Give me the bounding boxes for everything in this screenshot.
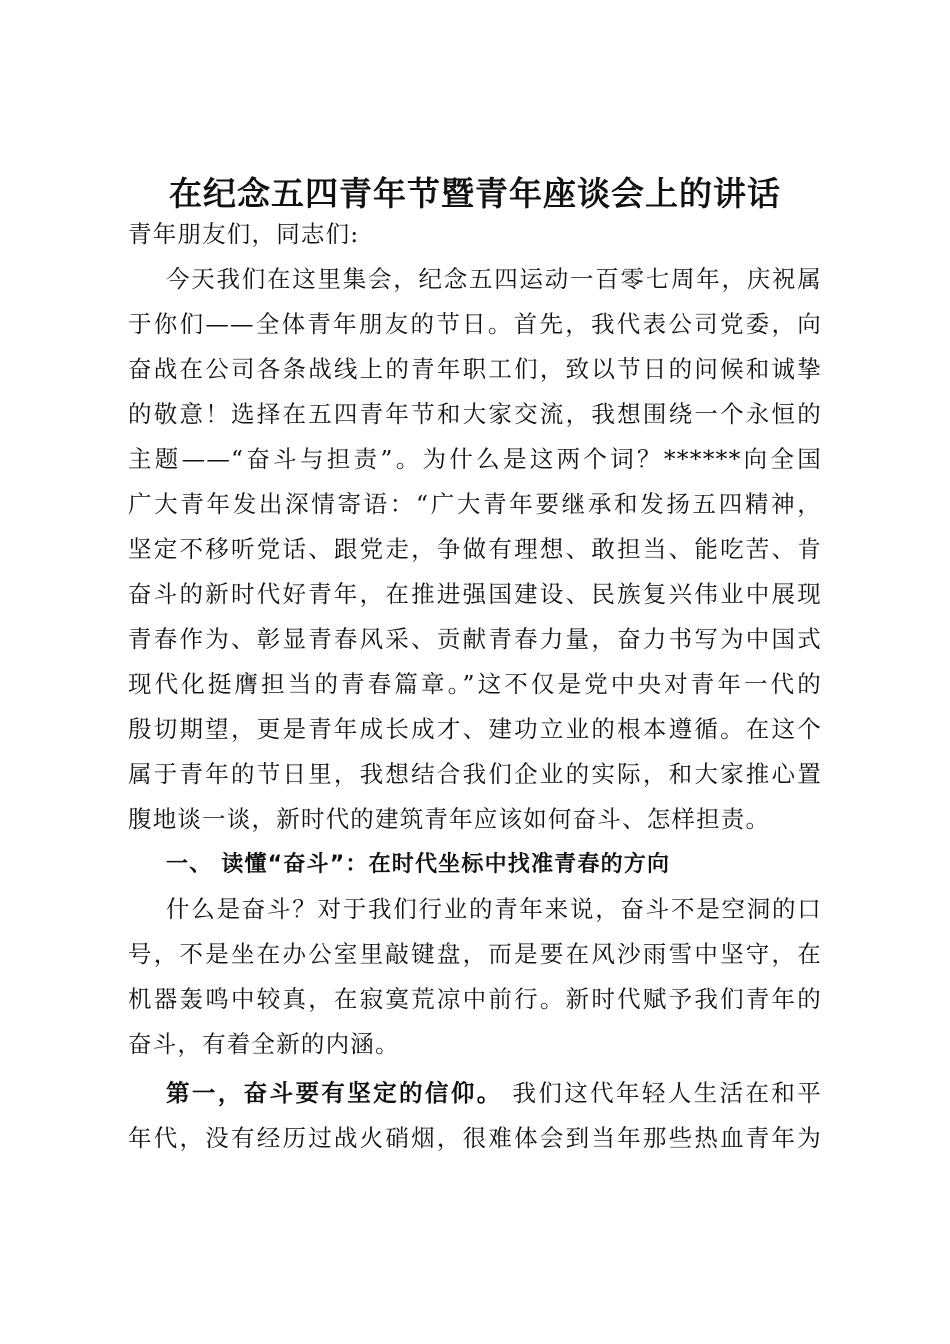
paragraph-1 — [128, 257, 822, 842]
paragraph-line: 号，不是坐在办公室里敲键盘，而是要在风沙雨雪中坚守，在 — [128, 940, 822, 968]
paragraph-line: 青春作为、彰显青春风采、贡献青春力量，奋力书写为中国式 — [128, 625, 822, 653]
paragraph-line: 主题——“奋斗与担责”。为什么是这两个词？******向全国 — [128, 445, 822, 473]
document-body — [128, 212, 822, 1161]
paragraph-line: 什么是奋斗？对于我们行业的青年来说，奋斗不是空洞的口 — [166, 895, 822, 923]
paragraph-line: 腹地谈一谈，新时代的建筑青年应该如何奋斗、怎样担责。 — [128, 805, 771, 833]
bold-lead: 第一，奋斗要有坚定的信仰。 — [166, 1079, 503, 1107]
paragraph-line: 奋战在公司各条战线上的青年职工们，致以节日的问候和诚挚 — [128, 355, 822, 383]
paragraph-2 — [128, 887, 822, 1067]
paragraph-line: 奋斗的新时代好青年，在推进强国建设、民族复兴伟业中展现 — [128, 580, 822, 608]
paragraph-line: 坚定不移听党话、跟党走，争做有理想、敢担当、能吃苦、肯 — [128, 535, 822, 563]
paragraph-text: 我们这代年轻人生活在和平 — [502, 1079, 822, 1107]
paragraph-line: 殷切期望，更是青年成长成才、建功立业的根本遵循。在这个 — [128, 715, 822, 743]
paragraph-line: 属于青年的节日里，我想结合我们企业的实际，和大家推心置 — [128, 760, 822, 788]
paragraph-line: 年代，没有经历过战火硝烟，很难体会到当年那些热血青年为 — [128, 1124, 822, 1152]
paragraph-line: 今天我们在这里集会，纪念五四运动一百零七周年，庆祝属 — [166, 265, 822, 293]
section-heading-1: 一、 读懂“奋斗”：在时代坐标中找准青春的方向 — [166, 852, 671, 877]
paragraph-line: 于你们——全体青年朋友的节日。首先，我代表公司党委，向 — [128, 310, 822, 338]
paragraph-line: 奋斗，有着全新的内涵。 — [128, 1030, 400, 1058]
paragraph-3 — [128, 1071, 822, 1161]
paragraph-line: 机器轰鸣中较真，在寂寞荒凉中前行。新时代赋予我们青年的 — [128, 985, 822, 1013]
salutation: 青年朋友们，同志们: — [128, 220, 360, 248]
paragraph-line — [128, 1071, 822, 1116]
paragraph-line: 现代化挺膺担当的青春篇章。”这不仅是党中央对青年一代的 — [128, 670, 822, 698]
document-title: 在纪念五四青年节暨青年座谈会上的讲话 — [169, 174, 781, 213]
paragraph-line: 的敬意！选择在五四青年节和大家交流，我想围绕一个永恒的 — [128, 400, 822, 428]
paragraph-line: 广大青年发出深情寄语：“广大青年要继承和发扬五四精神， — [128, 490, 822, 518]
